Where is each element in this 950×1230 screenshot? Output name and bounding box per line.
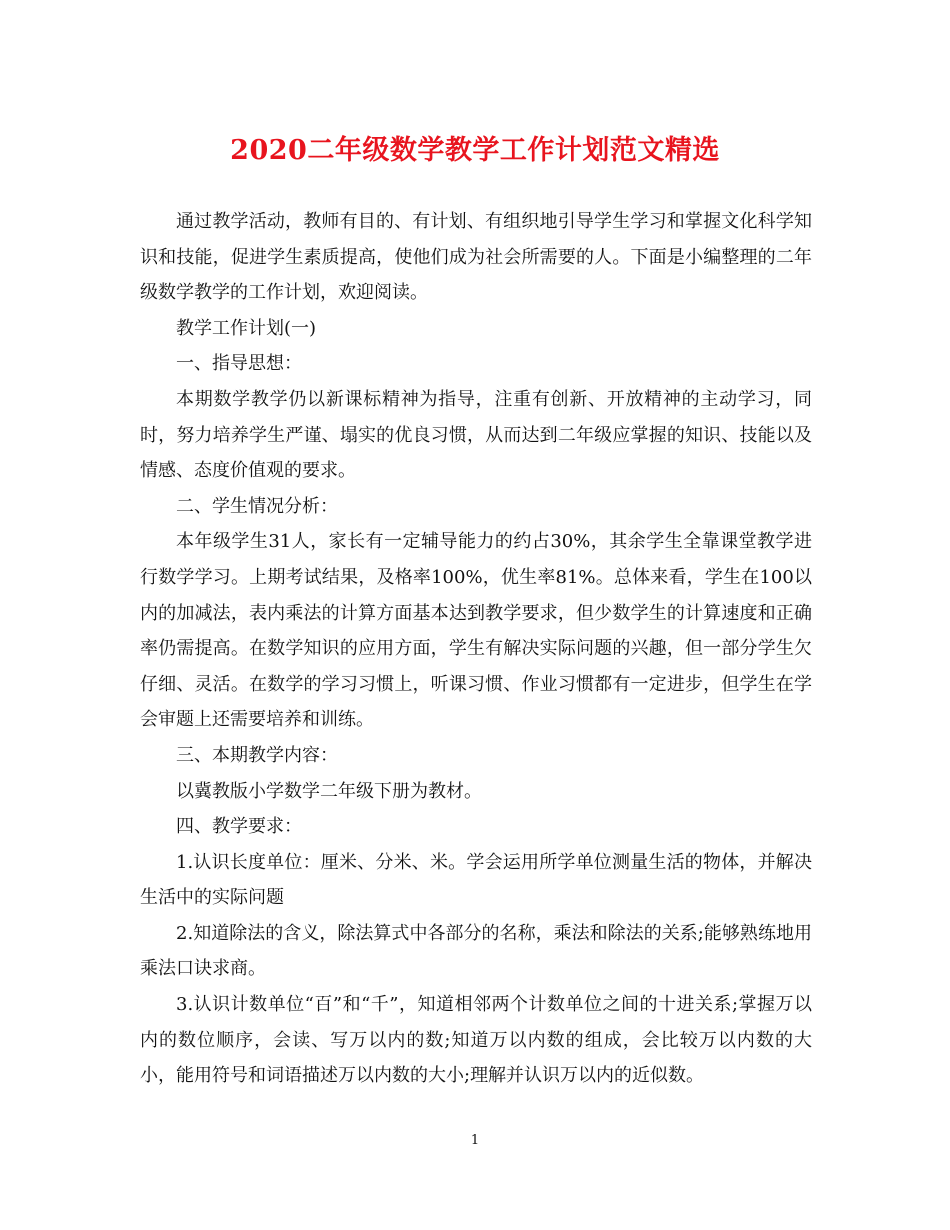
paragraph-plan-heading: 教学工作计划(一): [176, 317, 317, 339]
paragraph-intro: 通过教学活动，教师有目的、有计划、有组织地引导学生学习和掌握文化科学知识和技能，促进学生素质提高，使他们成为社会所需要的人。下面是小编整理的二年级数学教学的工作计划，欢迎阅读。: [140, 211, 812, 304]
section-heading-teaching-content: 三、本期教学内容：: [176, 744, 338, 766]
section-heading-student-analysis: 二、学生情况分析：: [176, 495, 338, 517]
requirement-item-3: 3.认识计数单位“百”和“千”，知道相邻两个计数单位之间的十进关系;掌握万以内的数位顺序，会读、写万以内的数;知道万以内数的组成，会比较万以内数的大小，能用符号和词语描述万以内数的大小;理解并认识万以内的近似数。: [140, 994, 812, 1087]
paragraph-guiding-thought: 本期数学教学仍以新课标精神为指导，注重有创新、开放精神的主动学习，同时，努力培养学生严谨、塌实的优良习惯，从而达到二年级应掌握的知识、技能以及情感、态度价值观的要求。: [140, 388, 812, 482]
paragraph-teaching-content: 以冀教版小学数学二年级下册为教材。: [176, 780, 482, 802]
section-heading-guiding-thought: 一、指导思想：: [176, 353, 302, 375]
requirement-item-2: 2.知道除法的含义，除法算式中各部分的名称，乘法和除法的关系;能够熟练地用乘法口诀求商。: [140, 922, 812, 980]
section-heading-teaching-requirements: 四、教学要求：: [176, 816, 302, 838]
document-title: 2020二年级数学教学工作计划范文精选: [230, 135, 720, 166]
page-number: 1: [470, 1133, 480, 1148]
requirement-item-1: 1.认识长度单位：厘米、分米、米。学会运用所学单位测量生活的物体，并解决生活中的实际问题: [140, 851, 812, 909]
paragraph-student-analysis: 本年级学生31人，家长有一定辅导能力的约占30%，其余学生全靠课堂教学进行数学学习。上期考试结果，及格率100%，优生率81%。总体来看，学生在100以内的加减法，表内乘法的计算方面基本达到教学要求，但少数学生的计算速度和正确率仍需提高。在数学知识的应用方面，学生有解决实际问题的兴趣，但一部分学生欠仔细、灵活。在数学的学习习惯上，听课习惯、作业习惯都有一定进步，但学生在学会审题上还需要培养和训练。: [140, 531, 812, 731]
document-body: [140, 204, 812, 1094]
